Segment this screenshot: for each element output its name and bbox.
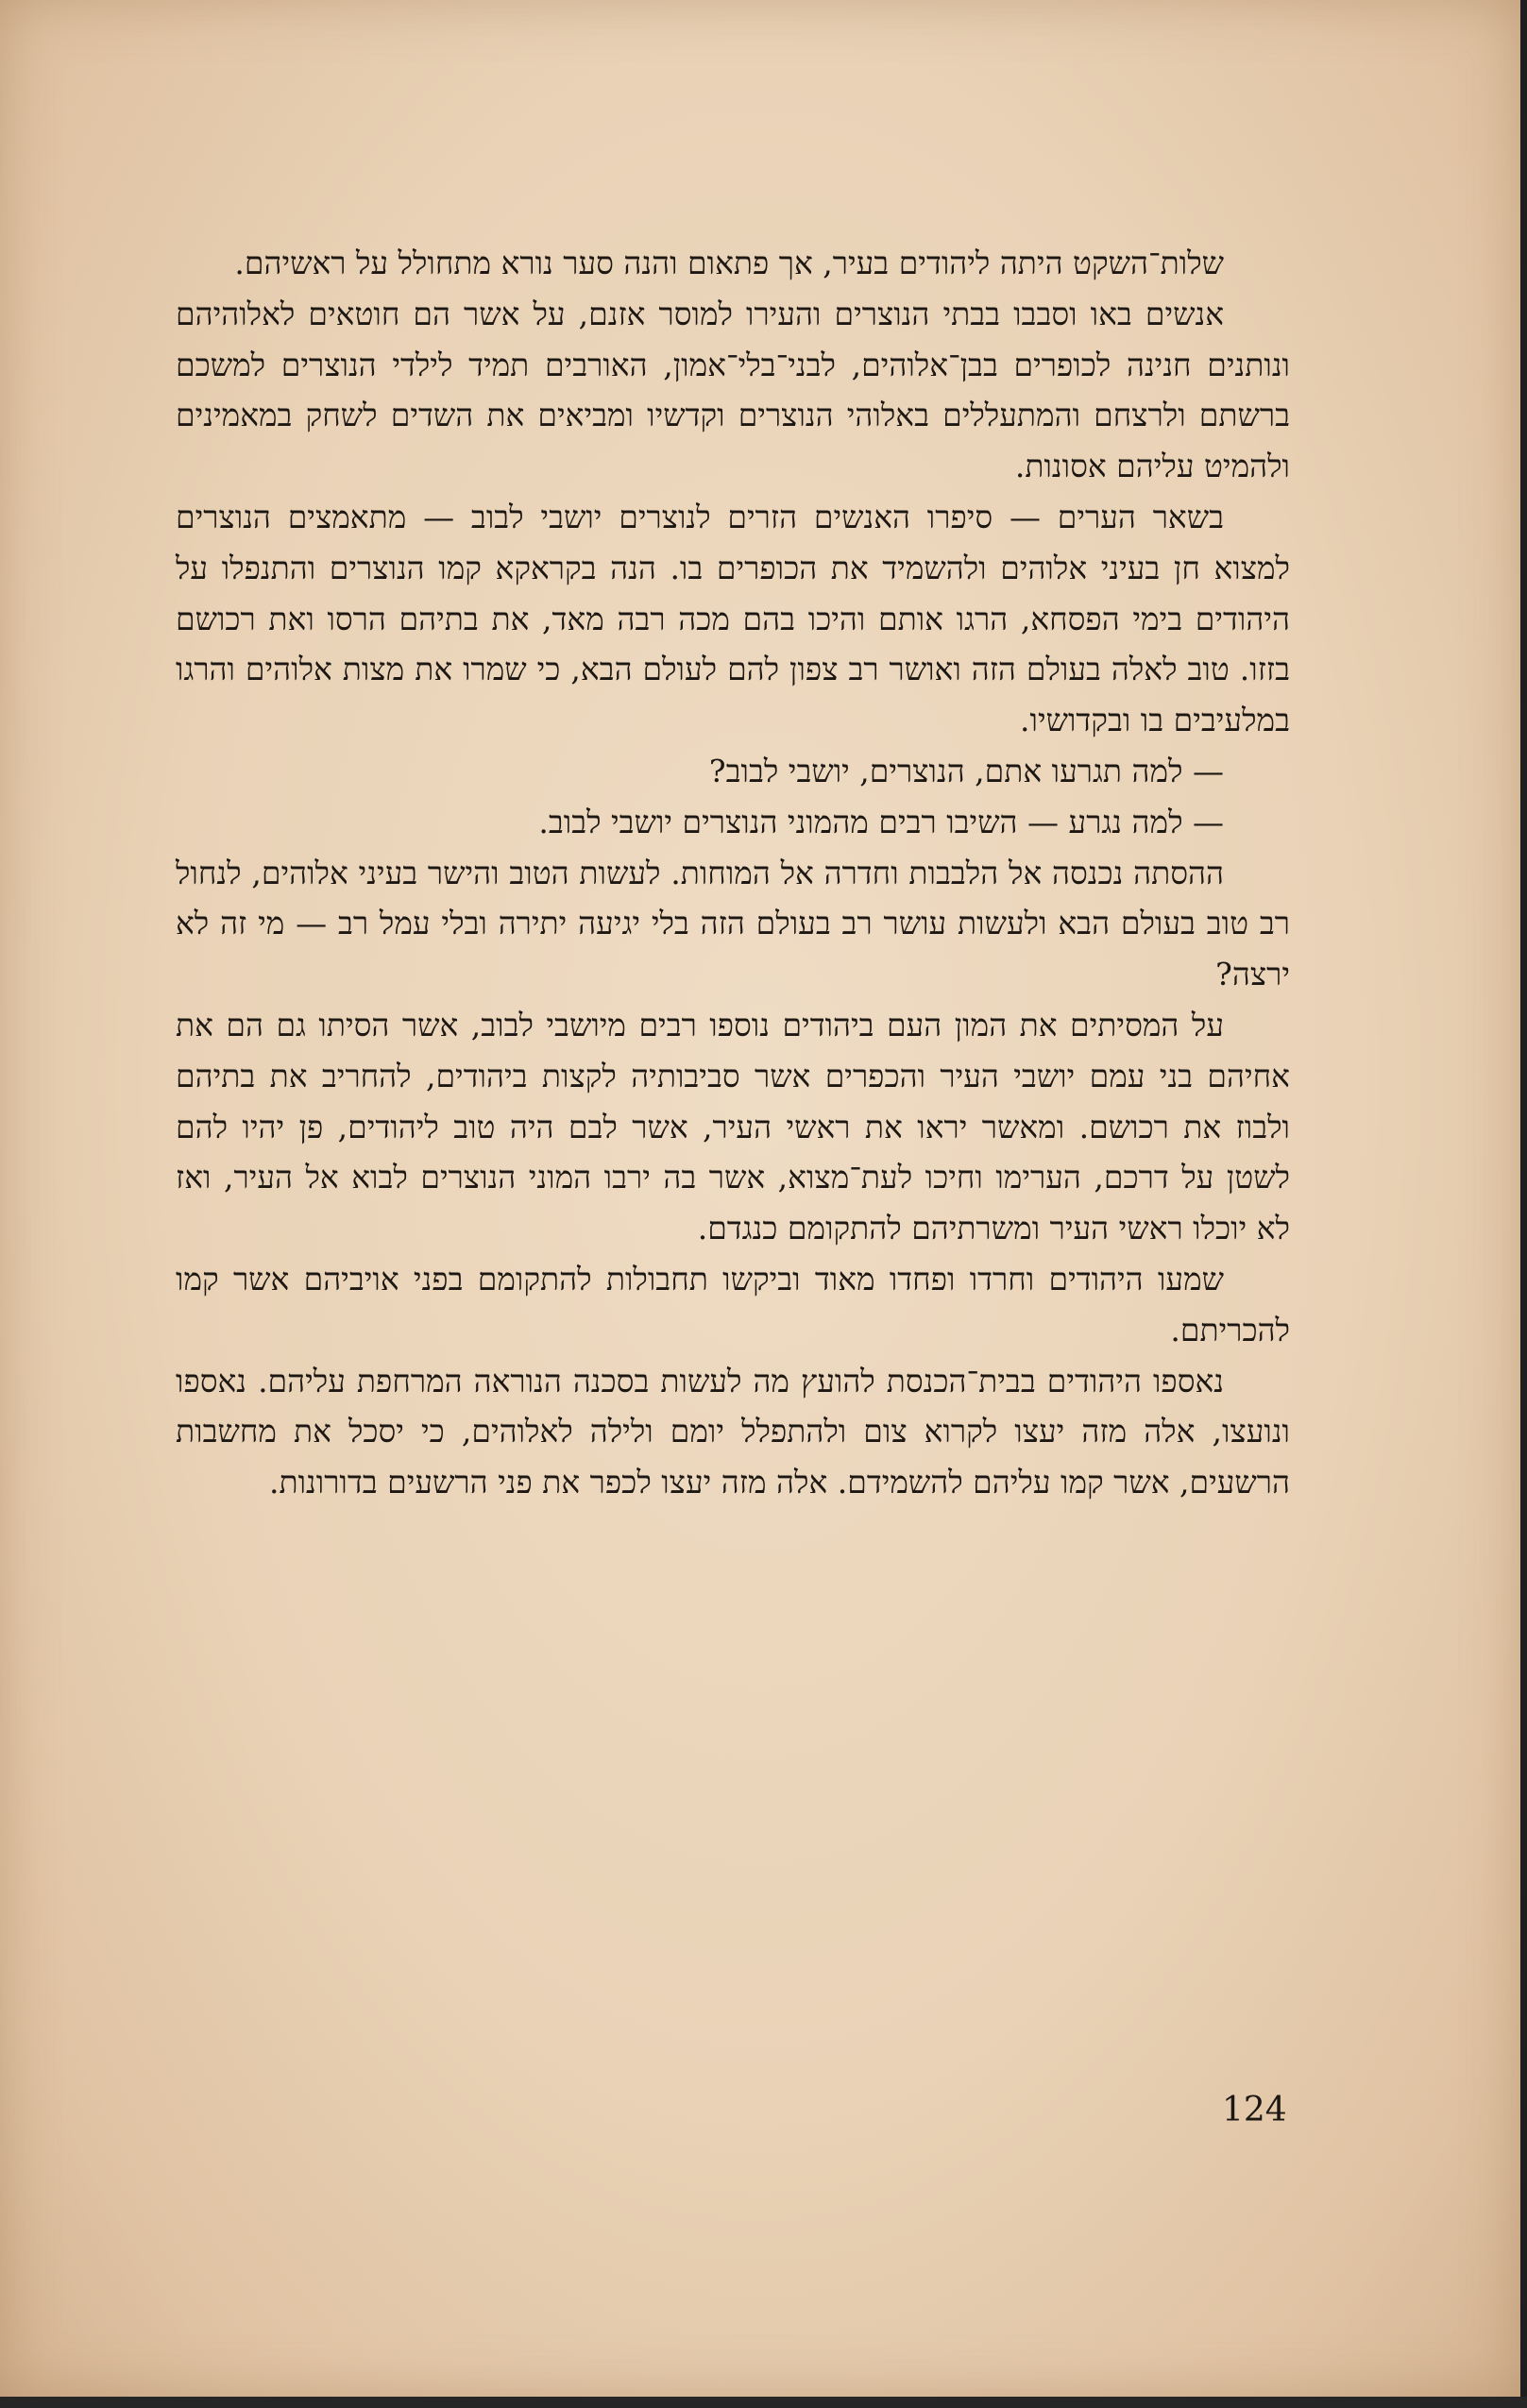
body-text	[176, 238, 1290, 1508]
paragraph: שמעו היהודים וחרדו ופחדו מאוד וביקשו תחבולות להתקומם בפני אויביהם אשר קמו להכריתם.	[176, 1260, 1290, 1348]
dialogue-line: — למה נגרע — השיבו רבים מהמוני הנוצרים יושבי לבוב.	[538, 803, 1224, 840]
paragraph: בשאר הערים — סיפרו האנשים הזרים לנוצרים יושבי לבוב — מתאמצים הנוצרים למצוא חן בעיני אלוהים ולהשמיד את הכופרים בו. הנה בקראקא קמו הנוצרים והתנפלו על היהודים בימי הפסחא, הרגו אותם והיכו בהם מכה רבה מאד, את בתיהם הרסו ואת רכושם בזזו. טוב לאלה בעולם הזה ואושר רב צפון להם לעולם הבא, כי שמרו את מצות אלוהים והרגו במלעיבים בו ובקדושיו.	[176, 498, 1290, 739]
paragraph: שלות־השקט היתה ליהודים בעיר, אך פתאום והנה סער נורא מתחולל על ראשיהם.	[234, 245, 1224, 281]
paragraph: ההסתה נכנסה אל הלבבות וחדרה אל המוחות. לעשות הטוב והישר בעיני אלוהים, לנחול רב טוב בעולם הבא ולעשות עושר רב בעולם הזה בלי יגיעה יתירה ובלי עמל רב — מי זה לא ירצה?	[176, 854, 1290, 993]
paragraph: אנשים באו וסבבו בבתי הנוצרים והעירו למוסר אזנם, על אשר הם חוטאים לאלוהיהם ונותנים חנינה לכופרים בבן־אלוהים, לבני־בלי־אמון, האורבים תמיד לילדי הנוצרים למשכם ברשתם ולרצחם והמתעללים באלוהי הנוצרים וקדשיו ומביאים את השדים לשחק במאמינים ולהמיט עליהם אסונות.	[176, 295, 1290, 485]
page-edge-shadow	[1520, 0, 1527, 2408]
paragraph: על המסיתים את המון העם ביהודים נוספו רבים מיושבי לבוב, אשר הסיתו גם הם את אחיהם בני עמם יושבי העיר והכפרים אשר סביבותיה לקצות ביהודים, להחריב את בתיהם ולבוז את רכושם. ומאשר יראו את ראשי העיר, אשר לבם היה טוב ליהודים, פן יהיו להם לשטן על דרכם, הערימו וחיכו לעת־מצוא, אשר בה ירבו המוני הנוצרים לבוא אל העיר, ואז לא יוכלו ראשי העיר ומשרתיהם להתקומם כנגדם.	[176, 1006, 1290, 1247]
dialogue-line: — למה תגרעו אתם, הנוצרים, יושבי לבוב?	[708, 752, 1224, 789]
paragraph: נאספו היהודים בבית־הכנסת להועץ מה לעשות בסכנה הנוראה המרחפת עליהם. נאספו ונועצו, אלה מזה יעצו לקרוא צום ולהתפלל יומם ולילה לאלוהים, כי יסכל את מחשבות הרשעים, אשר קמו עליהם להשמידם. אלה מזה יעצו לכפר את פני הרשעים בדורונות.	[176, 1362, 1290, 1501]
bottom-edge-shadow	[0, 2397, 1527, 2408]
page-number: 124	[1222, 2091, 1287, 2129]
